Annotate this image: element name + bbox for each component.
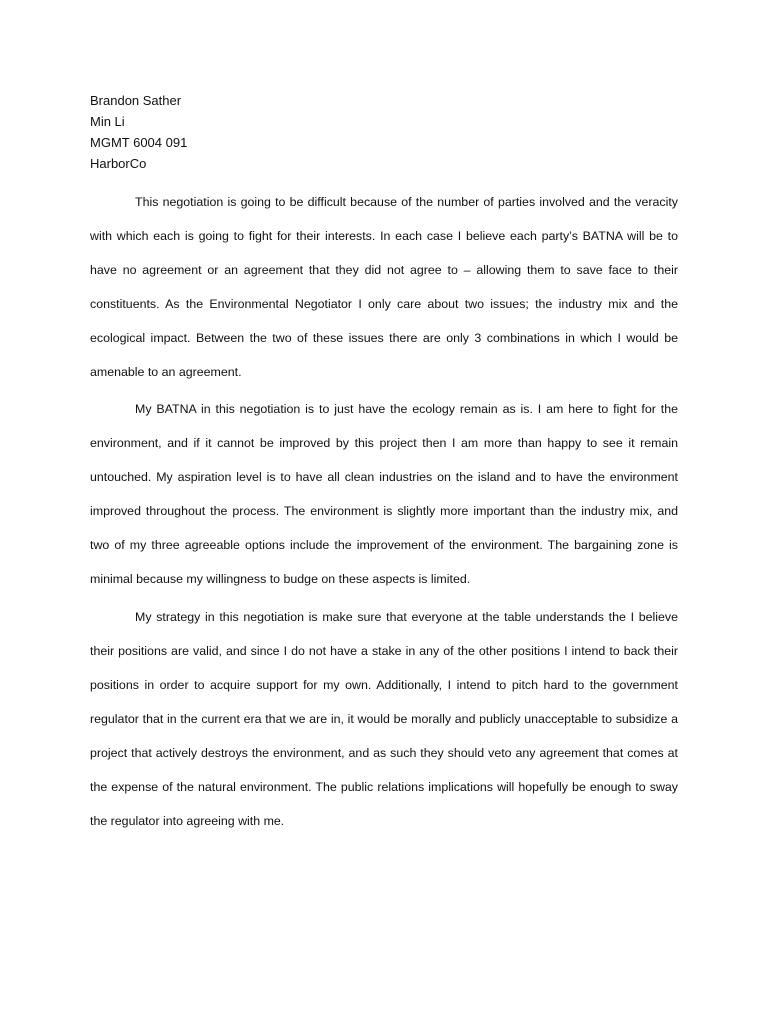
author-name: Brandon Sather bbox=[90, 93, 182, 108]
course-code: MGMT 6004 091 bbox=[90, 135, 188, 150]
case-title: HarborCo bbox=[90, 156, 147, 171]
paragraph: This negotiation is going to be difficult because of the number of parties involved and the veracity with which each is going to fight for their interests. In each case I believe each party’s BATNA will be to have no agreement or an agreement that they did not agree to – allowing them to save face to their constituents. As the Environmental Negotiator I only care about two issues; the industry mix and the ecological impact. Between the two of these issues there are only 3 combinations in which I would be amenable to an agreement. bbox=[90, 195, 678, 379]
document-header bbox=[90, 90, 490, 174]
paragraph: My BATNA in this negotiation is to just have the ecology remain as is. I am here to fight for the environment, and if it cannot be improved by this project then I am more than happy to see it remain untouched. My aspiration level is to have all clean industries on the island and to have the environment improved throughout the process. The environment is slightly more important than the industry mix, and two of my three agreeable options include the improvement of the environment. The bargaining zone is minimal because my willingness to budge on these aspects is limited. bbox=[90, 402, 678, 586]
paragraph: My strategy in this negotiation is make sure that everyone at the table understands the I believe their positions are valid, and since I do not have a stake in any of the other positions I intend to back their positions in order to acquire support for my own. Additionally, I intend to pitch hard to the government regulator that in the current era that we are in, it would be morally and publicly unacceptable to subsidize a project that actively destroys the environment, and as such they should veto any agreement that comes at the expense of the natural environment. The public relations implications will hopefully be enough to sway the regulator into agreeing with me. bbox=[90, 610, 678, 828]
partner-name: Min Li bbox=[90, 114, 125, 129]
